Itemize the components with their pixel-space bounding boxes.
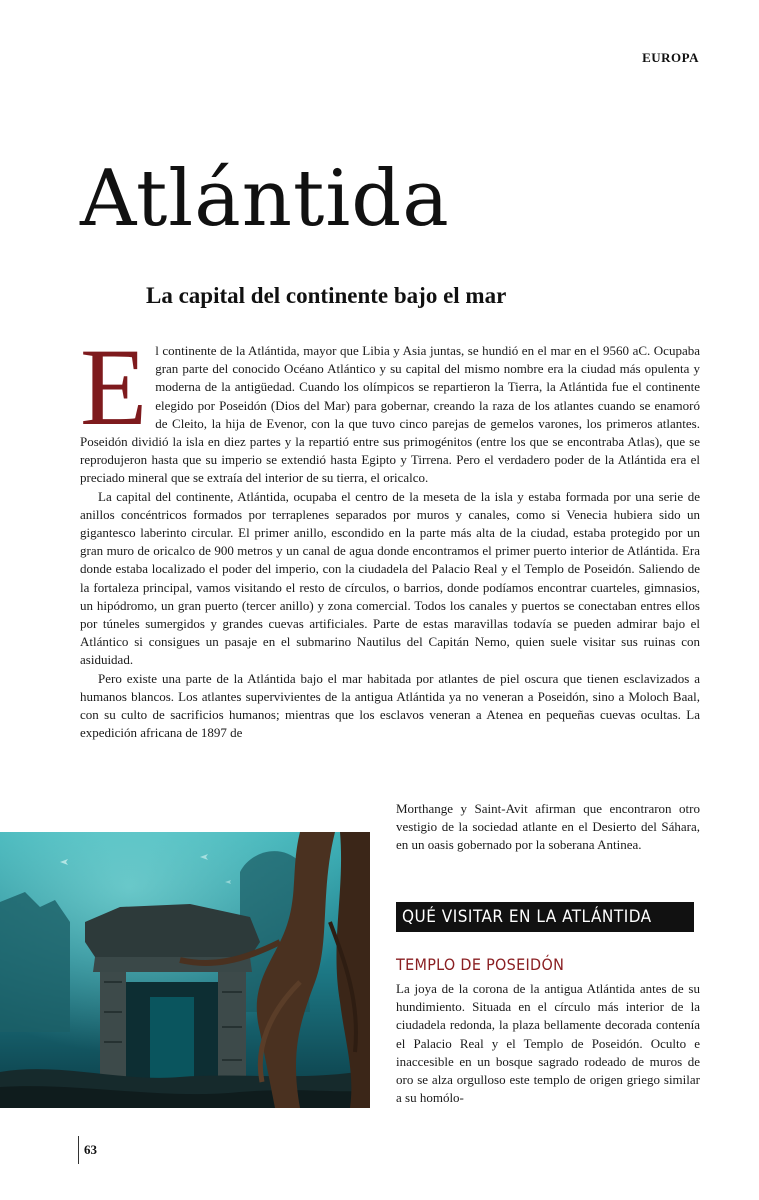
drop-cap: E <box>80 326 148 448</box>
page-number-divider <box>78 1136 79 1164</box>
paragraph-1-text: l continente de la Atlántida, mayor que Libia y Asia juntas, se hundió en el mar en el 9560 aC. Ocupaba gran parte del conocido Océano Atlántico y su capital del mismo nombre era la ciudad más opulenta y moderna de la antigüedad. Cuando los olímpicos se repartieron la Tierra, la Atlántida fue el continente elegido por Poseidón (Dios del Mar) para gobernar, creando la raza de los atlantes cuando se enamoró de Cleito, la hija de Evenor, con la que tuvo cinco parejas de gemelos varones, los primeros atlantes. Poseidón dividió la isla en diez partes y la repartió entre sus primogénitos (entre los que se encontraba Atlas), que se reprodujeron hasta que su imperio se extendió hasta Egipto y Tirrena. Pero el verdadero poder de la Atlántida era el preciado mineral que se extraía del interior de su tierra, el oricalco. <box>80 343 700 486</box>
paragraph-3-continued <box>396 800 700 855</box>
paragraph-2: La capital del continente, Atlántida, ocupaba el centro de la meseta de la isla y estaba formada por una serie de anillos concéntricos formados por terraplenes separados por muros y canales, como si Venecia hubiera sido un gigantesco laberinto circular. El primer anillo, escondido en la parte más alta de la ciudad, estaba protegido por un gran muro de oricalco de 900 metros y un canal de agua donde encontramos el primer puerto interior de Atlántida. Era donde estaba localizado el poder del imperio, con la ciudadela del Palacio Real y el Templo de Poseidón. Saliendo de la fortaleza principal, vamos visitando el resto de círculos, o barrios, donde podíamos encontrar cuarteles, gimnasios, un hipódromo, un gran puerto (tercer anillo) y zona comercial. Todos los canales y puertos se conectaban entres ellos por túneles sumergidos y grandes cuevas artificiales. Parte de estas maravillas todavía se pueden admirar bajo el Atlántico si consigues un pasaje en el submarino Nautilus del Capitán Nemo, quien suele visitar sus ruinas con asiduidad. <box>80 488 700 668</box>
paragraph-3-narrow: Morthange y Saint-Avit afirman que encontraron otro vestigio de la sociedad atlante en el Desierto del Sáhara, en un oasis gobernado por la soberana Antinea. <box>396 801 700 853</box>
page-number: 63 <box>84 1142 97 1157</box>
atlantis-ruins-illustration <box>0 832 370 1108</box>
sidebar-subheading: TEMPLO DE POSEIDÓN <box>396 955 565 974</box>
sidebar-heading: QUÉ VISITAR EN LA ATLÁNTIDA <box>396 902 694 932</box>
paragraph-3: Pero existe una parte de la Atlántida bajo el mar habitada por atlantes de piel oscura que tienen esclavizados a humanos blancos. Los atlantes supervivientes de la antigua Atlántida ya no veneran a Poseidón, sino a Moloch Baal, con su culto de sacrificios humanos; mientras que los esclavos veneran a Atenea en pequeñas cuevas ocultas. La expedición africana de 1897 de <box>80 670 700 741</box>
sidebar-text: La joya de la corona de la antigua Atlántida antes de su hundimiento. Situada en el círculo más interior de la ciudadela redonda, la plaza bellamente decorada contenía el Palacio Real y el Templo de Poseidón. Oculto e inaccesible en un bosque sagrado rodeado de muros de oro se alza orgulloso este templo de origen griego similar a su homólo- <box>396 981 700 1106</box>
article-subtitle: La capital del continente bajo el mar <box>146 283 507 308</box>
article-body <box>80 326 700 742</box>
section-label: EUROPA <box>642 50 699 65</box>
sidebar-text-block <box>396 980 700 1107</box>
article-title: Atlántida <box>80 154 450 244</box>
paragraph-1 <box>80 326 700 488</box>
